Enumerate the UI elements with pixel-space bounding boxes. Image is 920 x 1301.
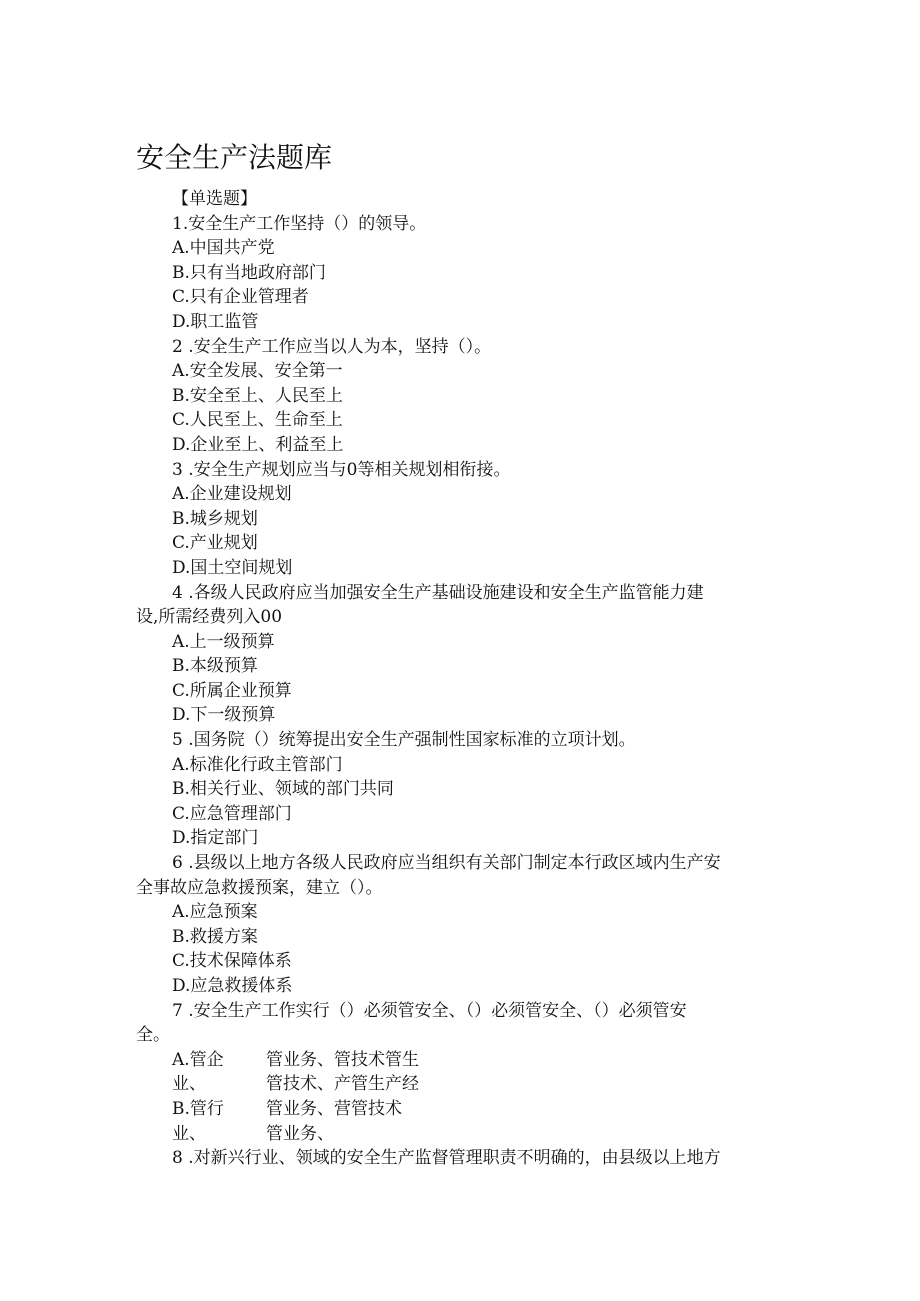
question-1	[136, 212, 796, 335]
option-cell: 业、	[172, 1123, 206, 1144]
question-stem: 1.安全生产工作坚持（）的领导。	[172, 213, 427, 234]
question-stem-line2: 全。	[136, 1025, 170, 1046]
question-stem-line2: 全事故应急救援预案，建立（）。	[136, 877, 383, 898]
option-row	[136, 1122, 796, 1147]
option-d: D.指定部门	[172, 828, 259, 849]
option-a: A.中国共产党	[172, 238, 275, 259]
option-b: B.只有当地政府部门	[172, 262, 326, 283]
option-c: C.只有企业管理者	[172, 287, 309, 308]
option-a: A.企业建设规划	[172, 484, 292, 505]
option-d: D.国土空间规划	[172, 557, 293, 578]
option-row	[136, 1097, 796, 1122]
question-8	[136, 1146, 796, 1171]
option-a: A.安全发展、安全第一	[172, 361, 343, 382]
option-b: B.安全至上、人民至上	[172, 385, 343, 406]
option-c: C.产业规划	[172, 533, 258, 554]
option-b: B.城乡规划	[172, 508, 258, 529]
option-cell: 管业务、	[266, 1123, 334, 1144]
question-stem: 3 .安全生产规划应当与0等相关规划相衔接。	[172, 459, 511, 480]
question-stem: 5 .国务院（）统筹提出安全生产强制性国家标准的立项计划。	[172, 730, 636, 751]
option-c: C.应急管理部门	[172, 803, 292, 824]
question-2	[136, 335, 796, 458]
option-c: C.所属企业预算	[172, 680, 292, 701]
question-3	[136, 458, 796, 581]
option-d: D.职工监管	[172, 311, 259, 332]
question-stem-line1: 4 .各级人民政府应当加强安全生产基础设施建设和安全生产监管能力建	[172, 582, 704, 603]
option-d: D.企业至上、利益至上	[172, 434, 344, 455]
option-cell: 管业务、管技术管生	[266, 1049, 419, 1070]
question-4	[136, 581, 796, 729]
option-b: B.相关行业、领域的部门共同	[172, 779, 394, 800]
question-6	[136, 851, 796, 999]
question-stem-line1: 7 .安全生产工作实行（）必须管安全、（）必须管安全、（）必须管安	[172, 1000, 687, 1021]
option-b: B.救援方案	[172, 926, 258, 947]
question-list	[136, 187, 796, 1171]
question-stem: 2 .安全生产工作应当以人为本，坚持（）。	[172, 336, 492, 357]
question-stem-line2: 设,所需经费列入00	[136, 607, 283, 628]
option-row	[136, 1072, 796, 1097]
question-5	[136, 728, 796, 851]
option-cell: 管业务、营管技术	[266, 1098, 402, 1119]
question-stem-line1: 6 .县级以上地方各级人民政府应当组织有关部门制定本行政区域内生产安	[172, 853, 721, 874]
option-a: A.标准化行政主管部门	[172, 754, 343, 775]
option-a: A.上一级预算	[172, 631, 275, 652]
section-heading: 【单选题】	[172, 189, 257, 209]
option-a: A.应急预案	[172, 902, 258, 923]
option-cell: 管技术、产管生产经	[266, 1074, 419, 1095]
question-stem: 8 .对新兴行业、领域的安全生产监督管理职责不明确的，由县级以上地方	[172, 1148, 721, 1169]
option-cell: A.管企	[172, 1049, 224, 1070]
option-c: C.人民至上、生命至上	[172, 410, 343, 431]
option-b: B.本级预算	[172, 656, 258, 677]
question-7	[136, 999, 796, 1147]
option-cell: 业、	[172, 1074, 206, 1095]
option-c: C.技术保障体系	[172, 951, 292, 972]
option-cell: B.管行	[172, 1098, 224, 1119]
document-title: 安全生产法题库	[136, 141, 333, 174]
option-d: D.应急救援体系	[172, 976, 293, 996]
option-d: D.下一级预算	[172, 705, 276, 726]
option-row	[136, 1048, 796, 1073]
